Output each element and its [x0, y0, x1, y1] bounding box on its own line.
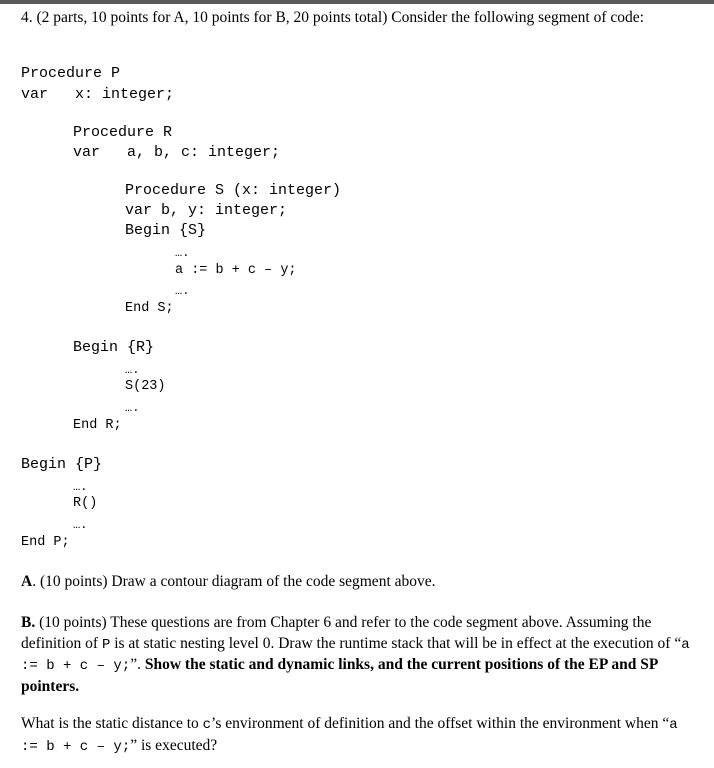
part-b-code-statement: a := b + c – y; [21, 636, 690, 674]
code-line: End S; [125, 301, 174, 316]
top-border [0, 0, 714, 4]
code-line: …. [175, 284, 190, 298]
code-line: Begin {P} [21, 456, 103, 473]
code-line: var x: integer; [21, 86, 175, 103]
part-b-text: (10 points) These questions are from Chapter 6 and refer to the code segment above. Assuming the definition of [21, 614, 652, 652]
part-a-label: A [21, 573, 33, 590]
part-b-code-p: P [101, 636, 111, 653]
code-line: Procedure S (x: integer) [125, 182, 342, 199]
part-c-code-c: c [202, 717, 212, 733]
code-line: …. [73, 518, 88, 532]
code-line: Begin {S} [125, 222, 207, 239]
part-c-text: ’s environment of definition and the offset within the environment when “ [211, 715, 670, 732]
part-b-label: B. [21, 614, 36, 631]
part-b [21, 613, 701, 697]
code-line: …. [175, 246, 190, 260]
code-line: var b, y: integer; [125, 202, 288, 219]
code-line: End P; [21, 535, 70, 550]
code-line: a := b + c – y; [175, 263, 297, 278]
part-b-text: is at static nesting level 0. Draw the runtime stack that will be in effect at the execution of “ [110, 634, 682, 652]
part-b-text: ”. [130, 656, 145, 673]
code-line: S(23) [125, 379, 166, 394]
question-intro: 4. (2 parts, 10 points for A, 10 points for B, 20 points total) Consider the following segment of code: [21, 9, 644, 26]
code-line: var a, b, c: integer; [73, 144, 281, 161]
code-line: …. [125, 401, 140, 415]
code-line: …. [73, 480, 88, 494]
code-line: End R; [73, 418, 122, 433]
code-line: Procedure R [73, 124, 173, 141]
code-line: R() [73, 496, 98, 511]
part-a-text: . (10 points) Draw a contour diagram of the code segment above. [32, 573, 436, 590]
code-line: Begin {R} [73, 339, 155, 356]
code-line: …. [125, 363, 140, 377]
part-b-bold-instruction: Show the static and dynamic links, and the current positions of the EP and SP pointers. [21, 656, 658, 695]
part-a [21, 572, 701, 593]
part-c-text: What is the static distance to [21, 715, 203, 732]
part-c-text: ” is executed? [130, 736, 218, 754]
part-c [21, 714, 701, 757]
code-line: Procedure P [21, 65, 121, 82]
part-c-code-statement: a := b + c – y; [21, 717, 678, 755]
